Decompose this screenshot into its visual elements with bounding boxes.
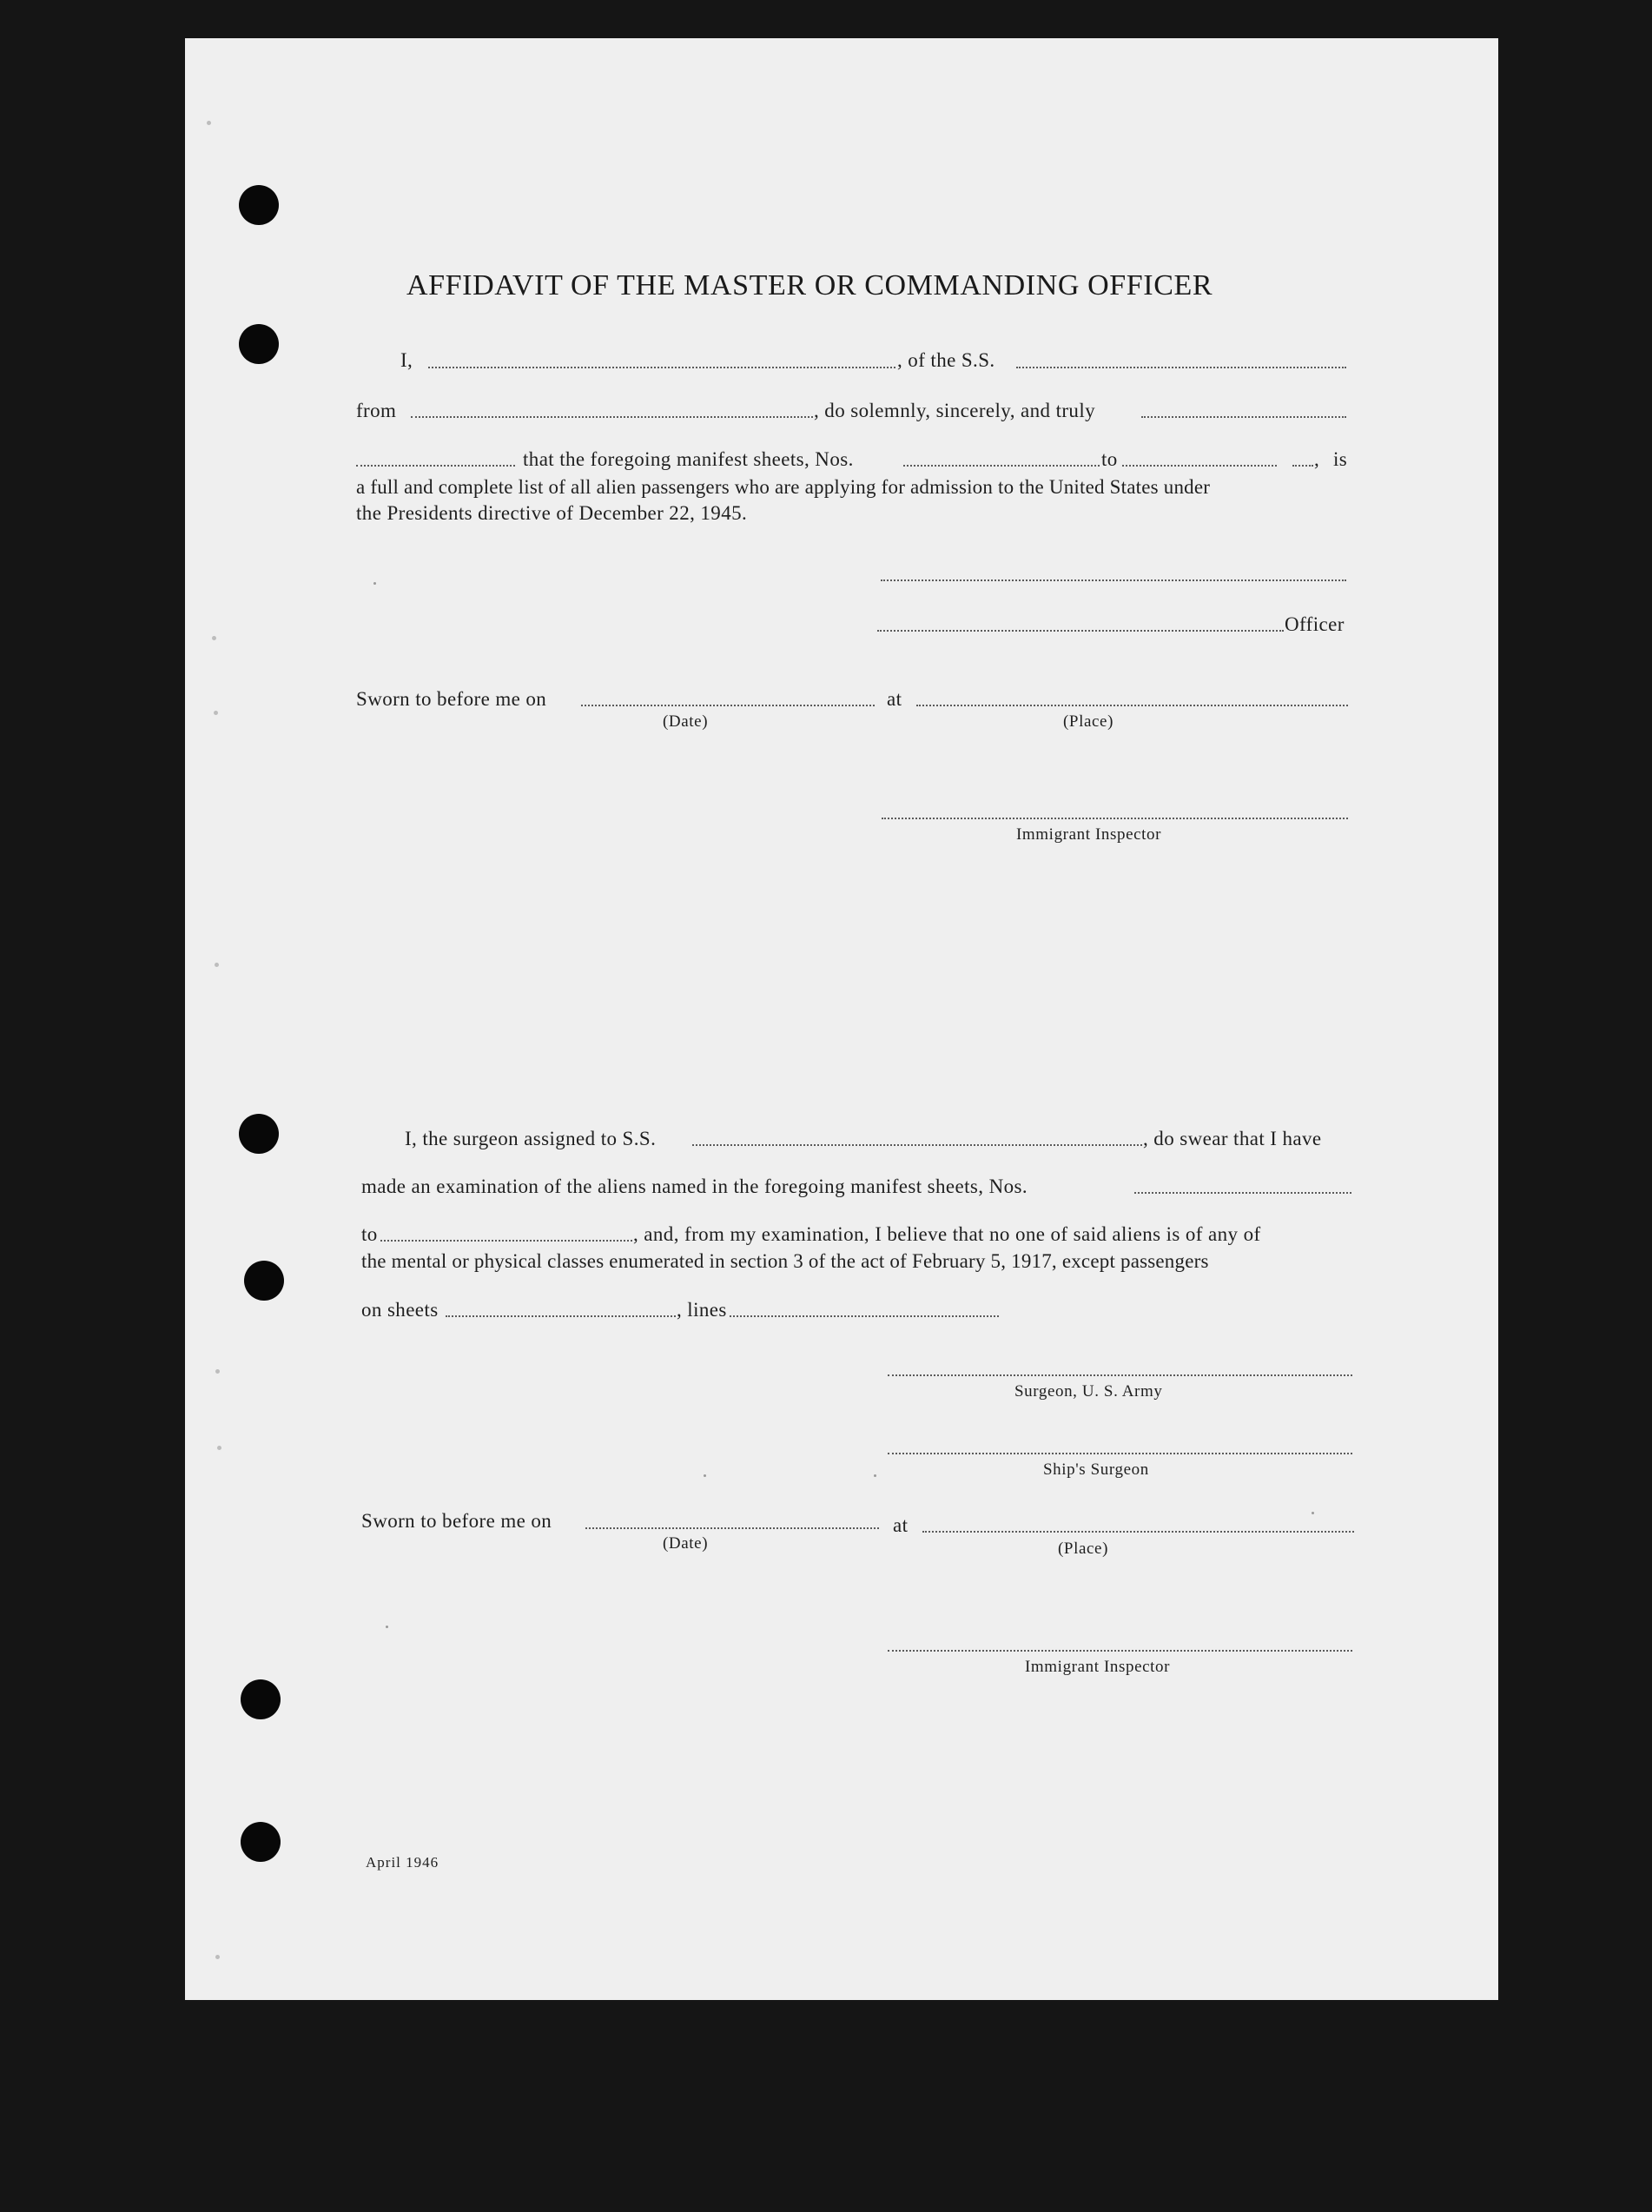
text-is: is (1333, 448, 1348, 470)
officer-label: Officer (1285, 613, 1345, 635)
master-signature-field[interactable] (881, 579, 1346, 581)
inspector-label: Immigrant Inspector (1016, 825, 1162, 844)
excepted-lines-field[interactable] (730, 1315, 999, 1317)
dust-speck (215, 1369, 220, 1374)
surgeon-place-label: (Place) (1058, 1540, 1108, 1558)
surgeon-text-to: to (361, 1223, 378, 1245)
declare-field[interactable] (356, 465, 515, 467)
ship-surgeon-signature-field[interactable] (888, 1453, 1352, 1454)
surgeon-sworn-place-field[interactable] (922, 1531, 1354, 1533)
master-name-field[interactable] (428, 367, 895, 368)
officer-title-field[interactable] (877, 630, 1284, 632)
text-swear: , do solemnly, sincerely, and truly (814, 400, 1096, 421)
surgeon-text-swear: , do swear that I have (1143, 1128, 1322, 1149)
surgeon-at-text: at (893, 1514, 909, 1536)
surgeon-ship-field[interactable] (692, 1144, 1142, 1146)
surgeon-sworn-date-field[interactable] (585, 1527, 879, 1529)
sheets-to-extra (1292, 465, 1313, 467)
paper-speck (1312, 1512, 1314, 1514)
surgeon-sheets-from-field[interactable] (1134, 1192, 1351, 1194)
army-surgeon-signature-field[interactable] (888, 1374, 1352, 1376)
surgeon-sworn-text: Sworn to before me on (361, 1510, 552, 1532)
text-to: to (1101, 448, 1118, 470)
surgeon-inspector-signature-field[interactable] (888, 1650, 1352, 1652)
sworn-text: Sworn to before me on (356, 688, 547, 710)
binder-hole (244, 1261, 284, 1301)
form-title: AFFIDAVIT OF THE MASTER OR COMMANDING OFFICER (406, 269, 1213, 301)
surgeon-text-lines: , lines (677, 1299, 727, 1321)
dust-speck (212, 636, 216, 640)
text-directive: the Presidents directive of December 22, 1945. (356, 502, 748, 524)
surgeon-text-line2: made an examination of the aliens named in the foregoing manifest sheets, Nos. (361, 1176, 1028, 1197)
paper-speck (874, 1474, 876, 1477)
place-label: (Place) (1063, 712, 1113, 731)
form-paper (185, 38, 1498, 2000)
ship-surgeon-label: Ship's Surgeon (1043, 1460, 1149, 1479)
form-date: April 1946 (366, 1854, 439, 1871)
dust-speck (207, 121, 211, 125)
binder-hole (241, 1679, 281, 1719)
surgeon-text-line3: , and, from my examination, I believe that no one of said aliens is of any of (633, 1223, 1261, 1245)
sworn-date-field[interactable] (581, 705, 875, 706)
sworn-place-field[interactable] (916, 705, 1348, 706)
sheets-from-field[interactable] (903, 465, 1100, 467)
inspector-signature-field[interactable] (882, 818, 1348, 819)
text-full-list: a full and complete list of all alien passengers who are applying for admission to the United States under (356, 476, 1211, 498)
sheets-to-field[interactable] (1122, 465, 1277, 467)
paper-speck (386, 1626, 388, 1628)
date-label: (Date) (663, 712, 709, 731)
surgeon-text-line1: I, the surgeon assigned to S.S. (405, 1128, 657, 1149)
text-manifest-sheets: that the foregoing manifest sheets, Nos. (523, 448, 854, 470)
binder-hole (239, 185, 279, 225)
dust-speck (214, 711, 218, 715)
paper-speck (704, 1474, 706, 1477)
text-comma: , (1314, 448, 1320, 470)
binder-hole (239, 1114, 279, 1154)
text-of-ss: , of the S.S. (897, 349, 995, 371)
surgeon-date-label: (Date) (663, 1534, 709, 1553)
paper-speck (373, 582, 376, 585)
dust-speck (217, 1446, 221, 1450)
text-i: I, (400, 349, 413, 371)
excepted-sheets-field[interactable] (446, 1315, 676, 1317)
army-surgeon-label: Surgeon, U. S. Army (1014, 1382, 1163, 1401)
surgeon-inspector-label: Immigrant Inspector (1025, 1658, 1171, 1676)
text-from: from (356, 400, 397, 421)
swear-field[interactable] (1141, 416, 1346, 418)
ship-name-field[interactable] (1016, 367, 1346, 368)
binder-hole (241, 1822, 281, 1862)
surgeon-text-line4: the mental or physical classes enumerated in section 3 of the act of February 5, 1917, except passengers (361, 1250, 1209, 1272)
surgeon-sheets-to-field[interactable] (380, 1240, 632, 1242)
at-text: at (887, 688, 902, 710)
from-port-field[interactable] (411, 416, 813, 418)
binder-hole (239, 324, 279, 364)
surgeon-text-sheets: on sheets (361, 1299, 439, 1321)
dust-speck (215, 1955, 220, 1959)
dust-speck (215, 963, 219, 967)
